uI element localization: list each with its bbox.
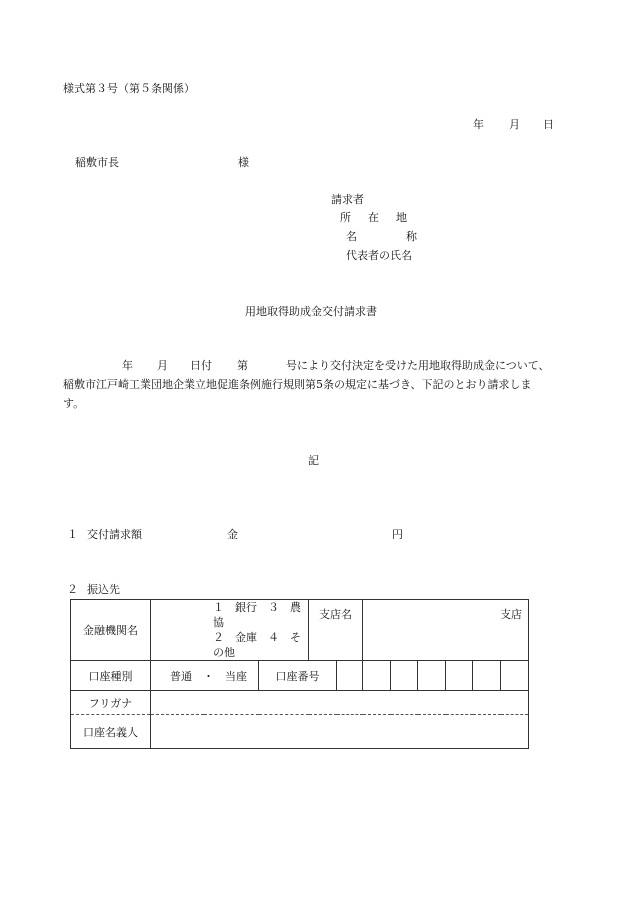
address-label-3: 地 bbox=[396, 211, 407, 224]
item2-label: 振込先 bbox=[87, 583, 120, 596]
date-year: 年 bbox=[473, 118, 484, 131]
representative-label: 代表者の氏名 bbox=[346, 249, 412, 262]
ki-heading: 記 bbox=[308, 454, 319, 467]
item2-number: ２ bbox=[67, 583, 78, 596]
addressee-mayor: 稲敷市長 bbox=[75, 156, 119, 169]
item1-number: １ bbox=[67, 528, 78, 541]
body-number-prefix: 第 bbox=[237, 359, 248, 372]
furigana-label: フリガナ bbox=[71, 691, 151, 715]
holder-row bbox=[71, 715, 529, 749]
account-digit-box[interactable] bbox=[473, 661, 501, 691]
furigana-field[interactable] bbox=[151, 691, 529, 715]
account-digit-box[interactable] bbox=[501, 661, 529, 691]
requester-title: 請求者 bbox=[331, 193, 364, 206]
institution-label: 金融機関名 bbox=[71, 600, 151, 661]
body-year: 年 bbox=[122, 359, 133, 372]
institution-option-line-1: １ 銀行 ３ 農協 bbox=[213, 601, 301, 629]
date-day: 日 bbox=[543, 118, 554, 131]
account-row bbox=[71, 661, 529, 691]
document-title: 用地取得助成金交付請求書 bbox=[245, 305, 377, 318]
addressee-honorific: 様 bbox=[238, 156, 249, 169]
account-digit-box[interactable] bbox=[363, 661, 391, 691]
body-line1-rest: 号により交付決定を受けた用地取得助成金について、 bbox=[286, 359, 550, 372]
account-type-label: 口座種別 bbox=[71, 661, 151, 691]
institution-options[interactable] bbox=[151, 600, 309, 661]
body-month: 月 bbox=[157, 359, 168, 372]
branch-suffix: 支店 bbox=[500, 608, 523, 621]
item1-yen: 円 bbox=[392, 528, 403, 541]
name-label-1: 名 bbox=[346, 230, 357, 243]
body-line3: す。 bbox=[63, 397, 85, 410]
holder-label: 口座名義人 bbox=[71, 715, 151, 749]
name-label-2: 称 bbox=[406, 230, 417, 243]
branch-label: 支店名 bbox=[309, 600, 363, 661]
institution-option-line-2: ２ 金庫 ４ その他 bbox=[213, 631, 301, 659]
account-type-value[interactable]: 普通 ・ 当座 bbox=[151, 661, 259, 691]
account-digit-box[interactable] bbox=[446, 661, 473, 691]
account-number-label: 口座番号 bbox=[259, 661, 337, 691]
account-digit-box[interactable] bbox=[418, 661, 446, 691]
address-label-1: 所 bbox=[340, 211, 351, 224]
furigana-row bbox=[71, 691, 529, 715]
item1-label: 交付請求額 bbox=[87, 528, 142, 541]
address-label-2: 在 bbox=[368, 211, 379, 224]
body-line2: 稲敷市江戸崎工業団地企業立地促進条例施行規則第5条の規定に基づき、下記のとおり請求しま bbox=[63, 378, 532, 391]
branch-field[interactable] bbox=[363, 600, 529, 661]
form-label: 様式第３号（第５条関係） bbox=[63, 82, 195, 95]
item1-kin: 金 bbox=[227, 528, 238, 541]
institution-row bbox=[71, 600, 529, 661]
body-date: 日付 bbox=[190, 359, 212, 372]
account-digit-box[interactable] bbox=[337, 661, 363, 691]
holder-field[interactable] bbox=[151, 715, 529, 749]
date-month: 月 bbox=[509, 118, 520, 131]
bank-transfer-table bbox=[70, 599, 529, 749]
account-digit-box[interactable] bbox=[391, 661, 418, 691]
